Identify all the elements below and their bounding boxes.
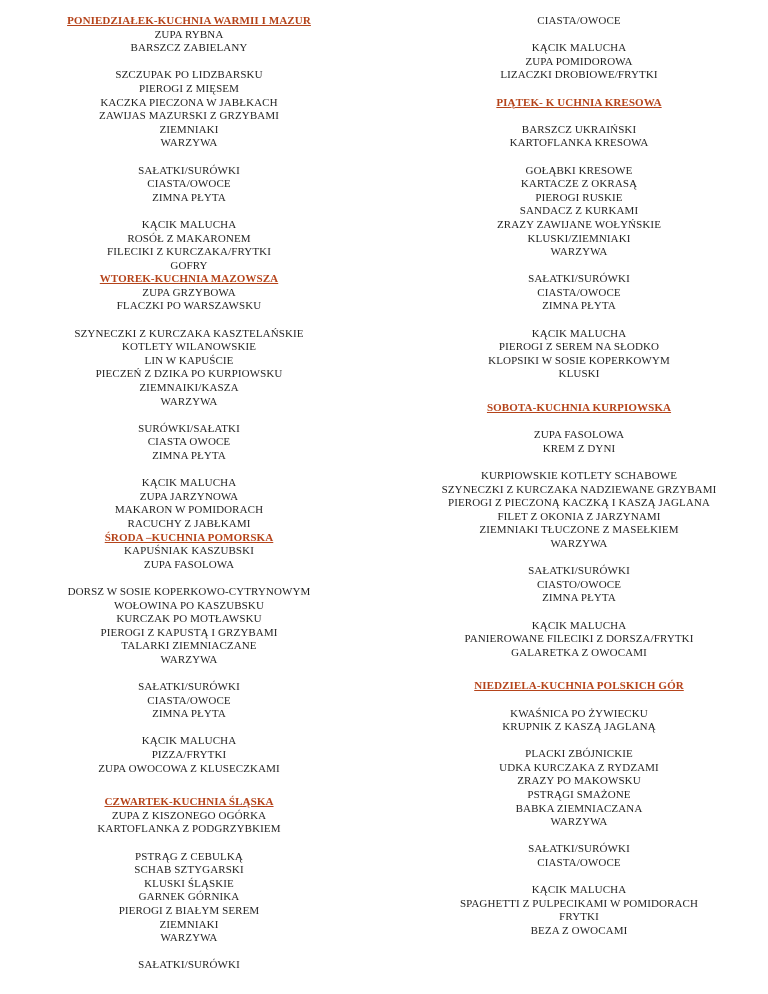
spacer [390, 83, 768, 97]
spacer [390, 660, 768, 680]
menu-item: PIEROGI Z SEREM NA SŁODKO [498, 341, 660, 354]
menu-item: PLACKI ZBÓJNICKIE [525, 748, 633, 761]
menu-item: CIASTA OWOCE [147, 436, 231, 449]
menu-item: BARSZCZ UKRAIŃSKI [521, 123, 637, 136]
menu-item: PIEROGI Z KAPUSTĄ I GRZYBAMI [100, 626, 278, 639]
menu-item: CIASTA/OWOCE [147, 178, 231, 191]
menu-item: FILECIKI Z KURCZAKA/FRYTKI [107, 246, 271, 259]
menu-item: KĄCIK MALUCHA [141, 218, 237, 231]
menu-item: MAKARON W POMIDORACH [114, 504, 264, 517]
menu-item: KARTOFLANKA KRESOWA [509, 137, 649, 150]
menu-column-left [0, 15, 378, 973]
menu-item: BEZA Z OWOCAMI [530, 925, 628, 937]
menu-item: PSTRĄGI SMAŻONE [527, 789, 631, 802]
menu-item: KURCZAK PO MOTŁAWSKU [116, 613, 262, 626]
menu-item: WARZYWA [550, 246, 608, 259]
day-heading: PIĄTEK- K UCHNIA KRESOWA [496, 96, 662, 109]
menu-item: ZUPA FASOLOWA [533, 429, 625, 442]
menu-item: SZYNECZKI Z KURCZAKA KASZTELAŃSKIE [74, 327, 304, 340]
menu-item: ZUPA Z KISZONEGO OGÓRKA [111, 809, 267, 822]
spacer [0, 56, 378, 70]
spacer [390, 29, 768, 43]
menu-item: KLOPSIKI W SOSIE KOPERKOWYM [488, 354, 670, 367]
menu-item: ZIMNA PŁYTA [152, 191, 226, 204]
menu-item: ZUPA GRZYBOWA [142, 286, 236, 299]
menu-item: ZRAZY PO MAKOWSKU [517, 775, 641, 788]
menu-column-right [390, 15, 768, 939]
day-heading: ŚRODA –KUCHNIA POMORSKA [104, 531, 274, 544]
menu-item: PIEROGI Z BIAŁYM SEREM [118, 905, 260, 917]
spacer [390, 456, 768, 470]
menu-item: GALARETKA Z OWOCAMI [511, 646, 647, 659]
menu-item: SAŁATKI/SURÓWKI [138, 959, 240, 972]
menu-item: SPAGHETTI Z PULPECIKAMI W POMIDORACH [459, 897, 699, 910]
menu-item: KĄCIK MALUCHA [531, 42, 627, 55]
spacer [0, 776, 378, 796]
menu-item: ZIMNA PŁYTA [152, 450, 226, 462]
menu-item: PIECZEŃ Z DZIKA PO KURPIOWSKU [95, 368, 283, 381]
spacer [390, 260, 768, 274]
menu-item: KARTOFLANKA Z PODGRZYBKIEM [97, 823, 281, 836]
menu-item: KARTACZE Z OKRASĄ [520, 178, 638, 191]
menu-item: ZUPA RYBNA [154, 28, 224, 41]
spacer [390, 110, 768, 124]
spacer [0, 464, 378, 478]
spacer [390, 314, 768, 328]
day-heading: CZWARTEK-KUCHNIA ŚLĄSKA [104, 796, 274, 809]
menu-item: KLUSKI ŚLĄSKIE [144, 877, 234, 890]
menu-item: UDKA KURCZAKA Z RYDZAMI [499, 761, 659, 774]
menu-item: SZCZUPAK PO LIDZBARSKU [115, 69, 263, 82]
spacer [390, 416, 768, 430]
menu-item: ZIMNA PŁYTA [542, 592, 616, 605]
spacer [390, 735, 768, 749]
spacer [390, 552, 768, 566]
menu-item: BABKA ZIEMNIACZANA [515, 802, 643, 815]
menu-item: KLUSKI/ZIEMNIAKI [527, 232, 631, 245]
menu-item: ZIEMNAIKI/KASZA [139, 382, 239, 395]
spacer [0, 722, 378, 736]
spacer [390, 151, 768, 165]
menu-item: PIEROGI RUSKIE [535, 191, 623, 204]
menu-item: GOŁĄBKI KRESOWE [525, 164, 633, 177]
menu-item: SAŁATKI/SURÓWKI [528, 273, 630, 286]
menu-item: FRYTKI [559, 911, 599, 924]
menu-item: DORSZ W SOSIE KOPERKOWO-CYTRYNOWYM [67, 585, 311, 598]
menu-item: WARZYWA [550, 816, 608, 829]
menu-item: WARZYWA [160, 653, 218, 666]
menu-item: WARZYWA [160, 137, 218, 150]
spacer [0, 409, 378, 423]
menu-item: FILET Z OKONIA Z JARZYNAMI [497, 510, 661, 523]
menu-item: ZIMNA PŁYTA [542, 300, 616, 313]
menu-item: SCHAB SZTYGARSKI [134, 864, 244, 877]
menu-item: KAPUŚNIAK KASZUBSKI [124, 545, 254, 558]
menu-item: RACUCHY Z JABŁKAMI [127, 517, 251, 530]
day-heading: SOBOTA-KUCHNIA KURPIOWSKA [486, 402, 672, 415]
menu-item: WOŁOWINA PO KASZUBSKU [114, 599, 264, 612]
spacer [0, 314, 378, 328]
menu-item: SAŁATKI/SURÓWKI [138, 164, 240, 177]
spacer [0, 837, 378, 851]
menu-item: KĄCIK MALUCHA [141, 735, 237, 748]
menu-item: WARZYWA [160, 395, 218, 408]
menu-item: KWAŚNICA PO ŻYWIECKU [510, 707, 648, 720]
menu-item: ROSÓŁ Z MAKARONEM [127, 232, 251, 245]
spacer [390, 694, 768, 708]
menu-item: KACZKA PIECZONA W JABŁKACH [100, 96, 278, 109]
menu-item: CIASTA/OWOCE [537, 286, 621, 299]
menu-item: KĄCIK MALUCHA [141, 477, 237, 490]
menu-item: SZYNECZKI Z KURCZAKA NADZIEWANE GRZYBAMI [441, 483, 717, 496]
menu-item: LIZACZKI DROBIOWE/FRYTKI [500, 69, 658, 82]
menu-item: KURPIOWSKIE KOTLETY SCHABOWE [480, 470, 678, 482]
menu-item: WARZYWA [160, 932, 218, 945]
menu-item: ZUPA FASOLOWA [143, 558, 235, 571]
menu-item: ZUPA JARZYNOWA [139, 490, 239, 503]
menu-item: PIEROGI Z PIECZONĄ KACZKĄ I KASZĄ JAGLANA [448, 497, 710, 510]
spacer [390, 606, 768, 620]
menu-item: ZAWIJAS MAZURSKI Z GRZYBAMI [99, 110, 279, 123]
menu-item: KĄCIK MALUCHA [531, 619, 627, 632]
menu-item: SAŁATKI/SURÓWKI [138, 681, 240, 694]
menu-item: GARNEK GÓRNIKA [138, 891, 240, 904]
day-heading: NIEDZIELA-KUCHNIA POLSKICH GÓR [474, 680, 684, 693]
menu-item: KĄCIK MALUCHA [531, 327, 627, 340]
menu-item: ZIEMNIAKI [159, 123, 219, 136]
menu-item: ZIEMNIAKI [159, 918, 219, 931]
menu-item: KĄCIK MALUCHA [531, 884, 627, 897]
menu-item: LIN W KAPUŚCIE [144, 354, 234, 367]
menu-item: CIASTA/OWOCE [537, 857, 621, 870]
menu-item: SURÓWKI/SAŁATKI [138, 422, 240, 435]
spacer [0, 205, 378, 219]
menu-item: SANDACZ Z KURKAMI [519, 205, 639, 218]
spacer [390, 871, 768, 885]
day-heading: PONIEDZIAŁEK-KUCHNIA WARMII I MAZUR [67, 15, 311, 27]
day-heading: WTOREK-KUCHNIA MAZOWSZA [99, 273, 279, 286]
menu-item: SAŁATKI/SURÓWKI [528, 565, 630, 578]
menu-item: BARSZCZ ZABIELANY [130, 42, 248, 55]
menu-item: CIASTA/OWOCE [147, 694, 231, 707]
menu-item: KLUSKI [558, 368, 600, 381]
spacer [0, 572, 378, 586]
menu-item: ZIMNA PŁYTA [152, 708, 226, 721]
menu-item: ZIEMNIAKI TŁUCZONE Z MASEŁKIEM [479, 524, 679, 537]
menu-item: GOFRY [170, 259, 208, 272]
spacer [0, 668, 378, 682]
menu-item: WARZYWA [550, 537, 608, 550]
menu-item: ZRAZY ZAWIJANE WOŁYŃSKIE [496, 218, 662, 231]
menu-item: KOTLETY WILANOWSKIE [121, 341, 257, 354]
menu-item: SAŁATKI/SURÓWKI [528, 843, 630, 856]
spacer [390, 382, 768, 402]
menu-item: PSTRĄG Z CEBULKĄ [135, 850, 243, 863]
menu-item: ZUPA OWOCOWA Z KLUSECZKAMI [98, 762, 280, 775]
menu-item: PANIEROWANE FILECIKI Z DORSZA/FRYTKI [464, 633, 694, 646]
menu-item: PIEROGI Z MIĘSEM [139, 82, 239, 95]
spacer [0, 151, 378, 165]
menu-item: ZUPA POMIDOROWA [525, 55, 633, 68]
menu-item: FLACZKI PO WARSZAWSKU [116, 300, 262, 313]
spacer [390, 830, 768, 844]
menu-item: KRUPNIK Z KASZĄ JAGLANĄ [502, 721, 656, 734]
spacer [0, 946, 378, 960]
menu-item: CIASTO/OWOCE [536, 578, 622, 591]
menu-item: PIZZA/FRYTKI [151, 749, 227, 762]
menu-item: KREM Z DYNI [542, 442, 616, 455]
menu-item: CIASTA/OWOCE [537, 15, 621, 27]
menu-item: TALARKI ZIEMNIACZANE [121, 640, 257, 653]
